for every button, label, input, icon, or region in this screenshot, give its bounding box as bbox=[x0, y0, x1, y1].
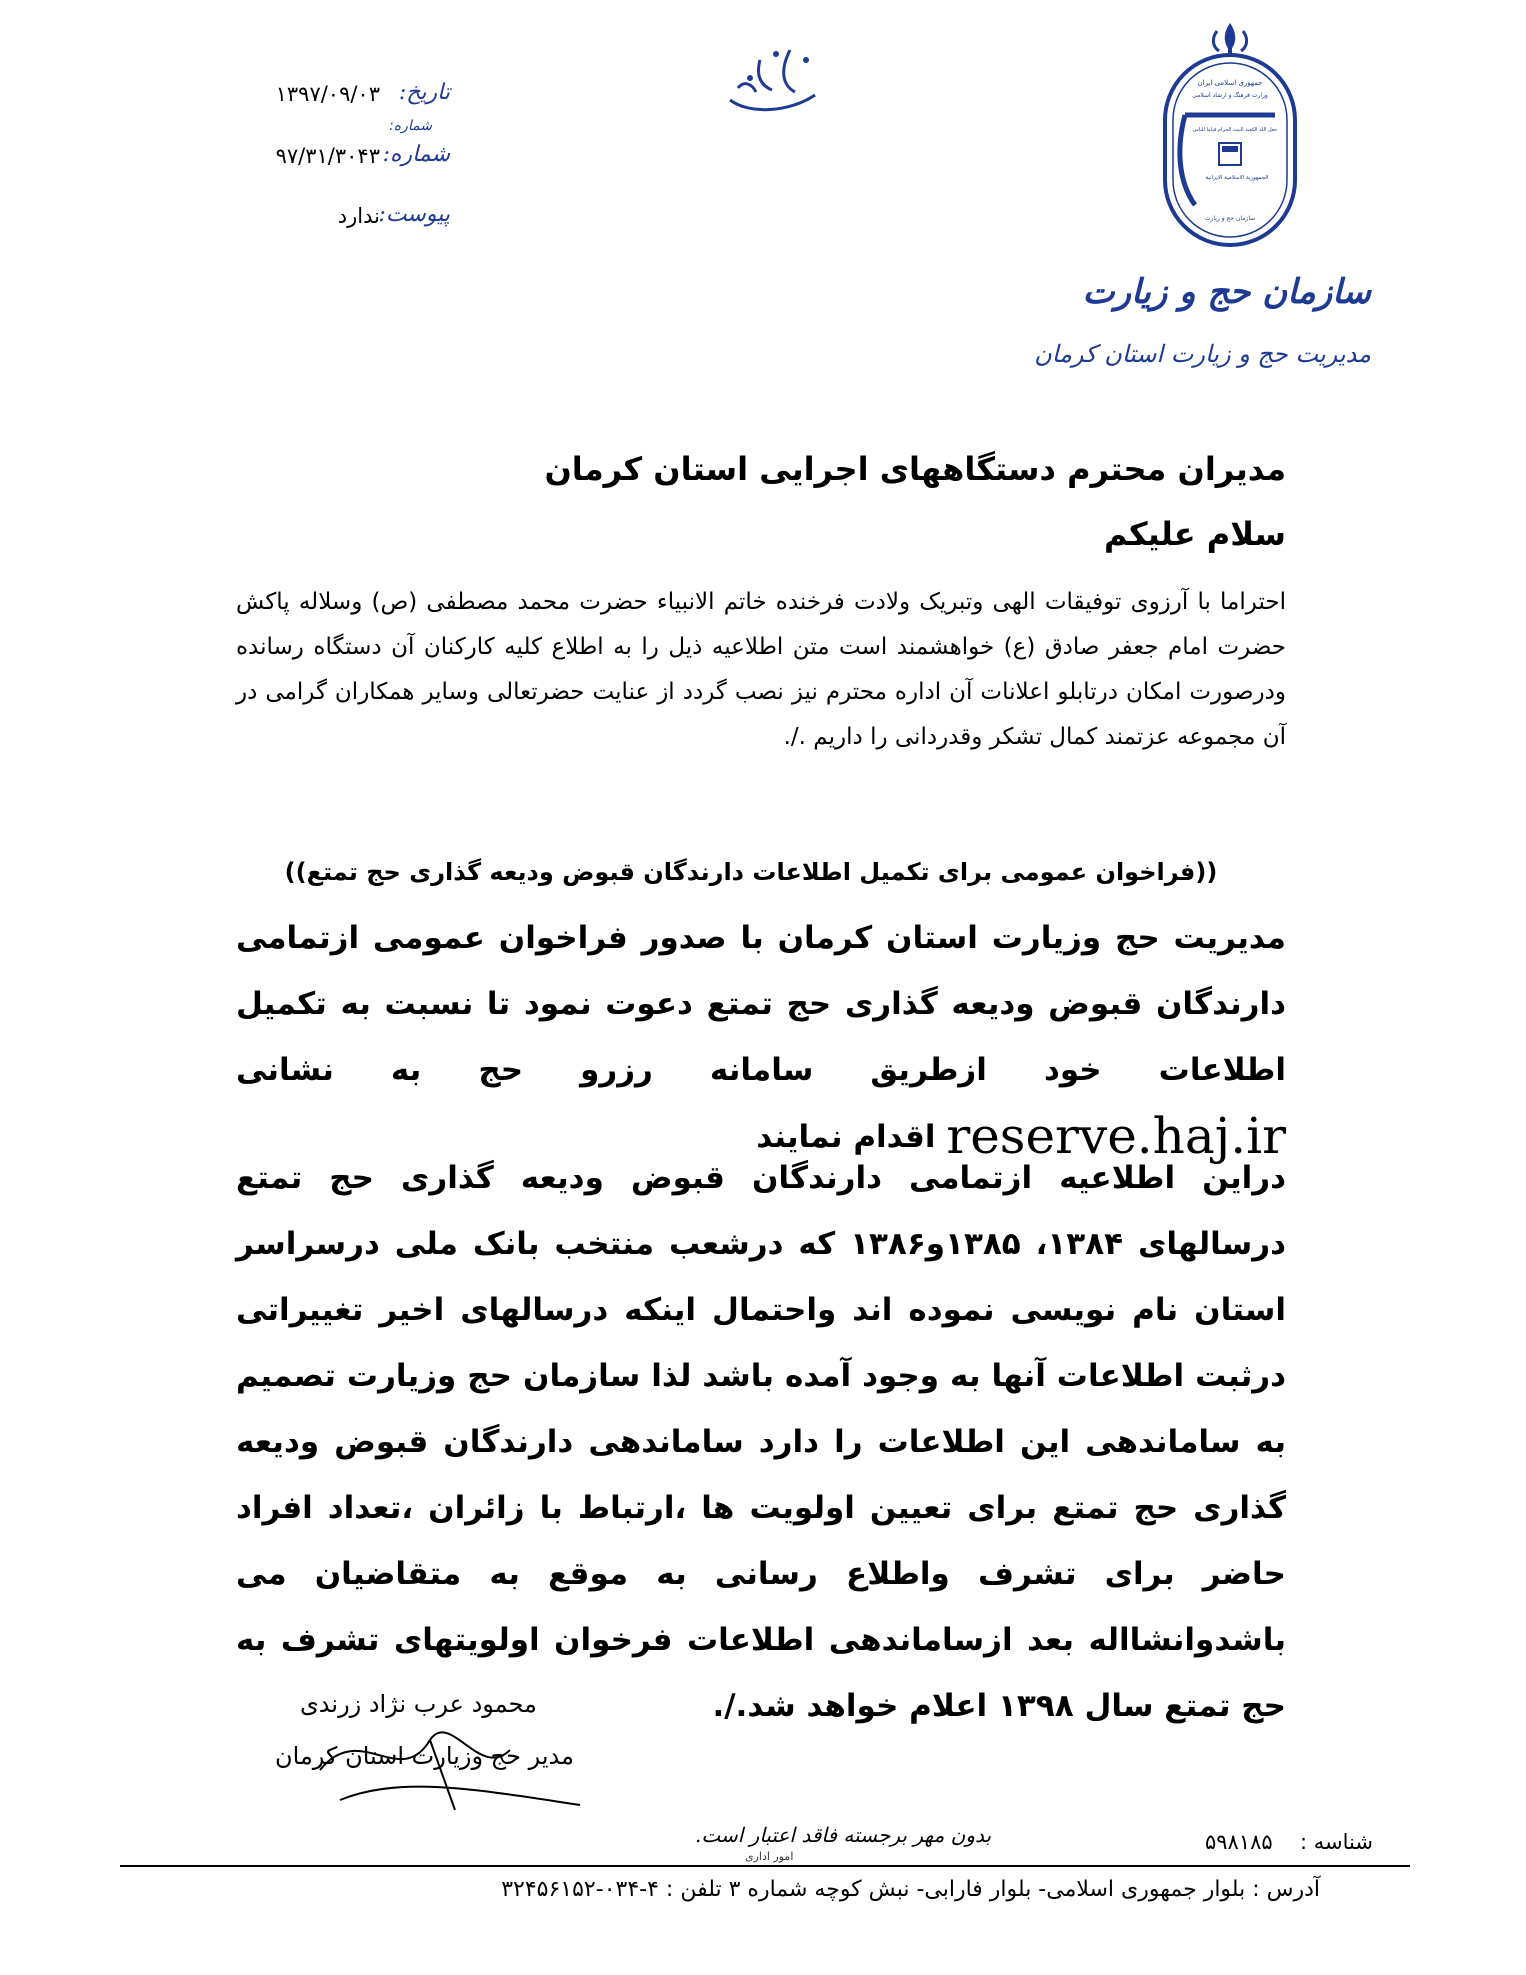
hajj-organization-emblem bbox=[1155, 15, 1305, 255]
tabassom-logo bbox=[720, 40, 830, 120]
signatory-title: مدیر حج وزیارت استان کرمان bbox=[275, 1742, 574, 1770]
number-sub-label: شماره: bbox=[389, 118, 432, 134]
number-label: شماره: bbox=[382, 142, 450, 167]
announcement-title: ((فراخوان عمومی برای تکمیل اطلاعات دارندگان قبوض ودیعه گذاری حج تمتع)) bbox=[284, 858, 1218, 886]
date-value: ۱۳۹۷/۰۹/۰۳ bbox=[275, 82, 380, 106]
announcement-paragraph-2: دراین اطلاعیه ازتمامی دارندگان قبوض ودیعه گذاری حج تمتع درسالهای ۱۳۸۴، ۱۳۸۵و۱۳۸۶ که درشعب منتخب بانک ملی درسراسر استان نام نویسی نموده اند واحتمال اینکه درسالهای اخیر تغییراتی درثبت اطلاعات آنها به وجود آمده باشد لذا سازمان حج وزیارت تصمیم به ساماندهی این اطلاعات را دارد ساماندهی دارندگان قبوض ودیعه گذاری حج تمتع برای تعیین اولویت ها ،ارتباط با زائران ،تعداد افراد حاضر برای تشرف واطلاع رسانی به موقع به متقاضیان می باشدوانشااله بعد ازساماندهی اطلاعات فرخوان اولویتهای تشرف به حج تمتع سال ۱۳۹۸ اعلام خواهد شد./. bbox=[236, 1160, 1286, 1724]
attachment-label: پیوست: bbox=[378, 202, 450, 227]
footer-divider bbox=[120, 1865, 1410, 1867]
number-row bbox=[235, 140, 450, 192]
paragraph-1-text-b: اقدام نمایند bbox=[756, 1119, 936, 1155]
letter-greeting: سلام علیکم bbox=[1103, 515, 1286, 553]
letter-addressee: مدیران محترم دستگاههای اجرایی استان کرمان bbox=[544, 450, 1286, 488]
stamp-validity-note: بدون مهر برجسته فاقد اعتبار است. bbox=[695, 1823, 992, 1847]
letter-meta bbox=[235, 78, 450, 252]
attachment-row bbox=[235, 200, 450, 252]
announcement-paragraph-1 bbox=[236, 905, 1286, 1170]
emblem-text-5: سازمان حج و زیارت bbox=[1204, 215, 1256, 222]
letter-intro-paragraph: احتراما با آرزوی توفیقات الهی وتبریک ولادت فرخنده خاتم الانبیاء حضرت محمد مصطفی (ص) وسلاله پاکش حضرت امام جعفر صادق (ع) خواهشمند است متن اطلاعیه ذیل را به اطلاع کلیه کارکنان آن دستگاه رسانده ودرصورت امکان درتابلو اعلانات آن اداره محترم نیز نصب گردد از عنایت حضرتعالی وسایر همکاران گرامی در آن مجموعه عزتمند کمال تشکر وقدردانی را داریم ./. bbox=[236, 589, 1286, 750]
organization-name: سازمان حج و زیارت bbox=[1082, 272, 1371, 312]
reservation-website-link[interactable]: reserve.haj.ir bbox=[946, 1107, 1286, 1165]
stamp-sub-note: امور اداری bbox=[745, 1850, 794, 1863]
emblem-text-1: جمهوری اسلامی ایران bbox=[1197, 79, 1263, 87]
document-id-value: ۵۹۸۱۸۵ bbox=[1205, 1830, 1273, 1854]
emblem-text-4: الجمهوریة الاسلامیة الایرانیة bbox=[1205, 175, 1269, 181]
paragraph-1-text-a: مدیریت حج وزیارت استان کرمان با صدور فراخوان عمومی ازتمامی دارندگان قبوض ودیعه گذاری حج تمتع دعوت نمود تا نسبت به تکمیل اطلاعات خود ازطریق سامانه رزرو حج به نشانی bbox=[236, 920, 1286, 1088]
attachment-value: ندارد bbox=[337, 204, 380, 228]
date-label: تاریخ: bbox=[398, 80, 450, 105]
signatory-name: محمود عرب نژاد زرندی bbox=[300, 1690, 537, 1718]
emblem-text-3: جعل الله الکعبة البیت الحرام قیاما للناس bbox=[1192, 127, 1278, 133]
number-value: ۹۷/۳۱/۳۰۴۳ bbox=[275, 144, 380, 168]
organization-subtitle: مدیریت حج و زیارت استان کرمان bbox=[1034, 340, 1371, 368]
emblem-text-2: وزارت فرهنگ و ارشاد اسلامی bbox=[1192, 92, 1268, 99]
office-address: آدرس : بلوار جمهوری اسلامی- بلوار فارابی- نبش کوچه شماره ۳ تلفن : ۴-۰۳۴-۳۲۴۵۶۱۵۲ bbox=[501, 1877, 1320, 1902]
handwritten-signature bbox=[280, 1680, 600, 1820]
document-id-label: شناسه : bbox=[1300, 1830, 1373, 1854]
date-row bbox=[235, 78, 450, 134]
